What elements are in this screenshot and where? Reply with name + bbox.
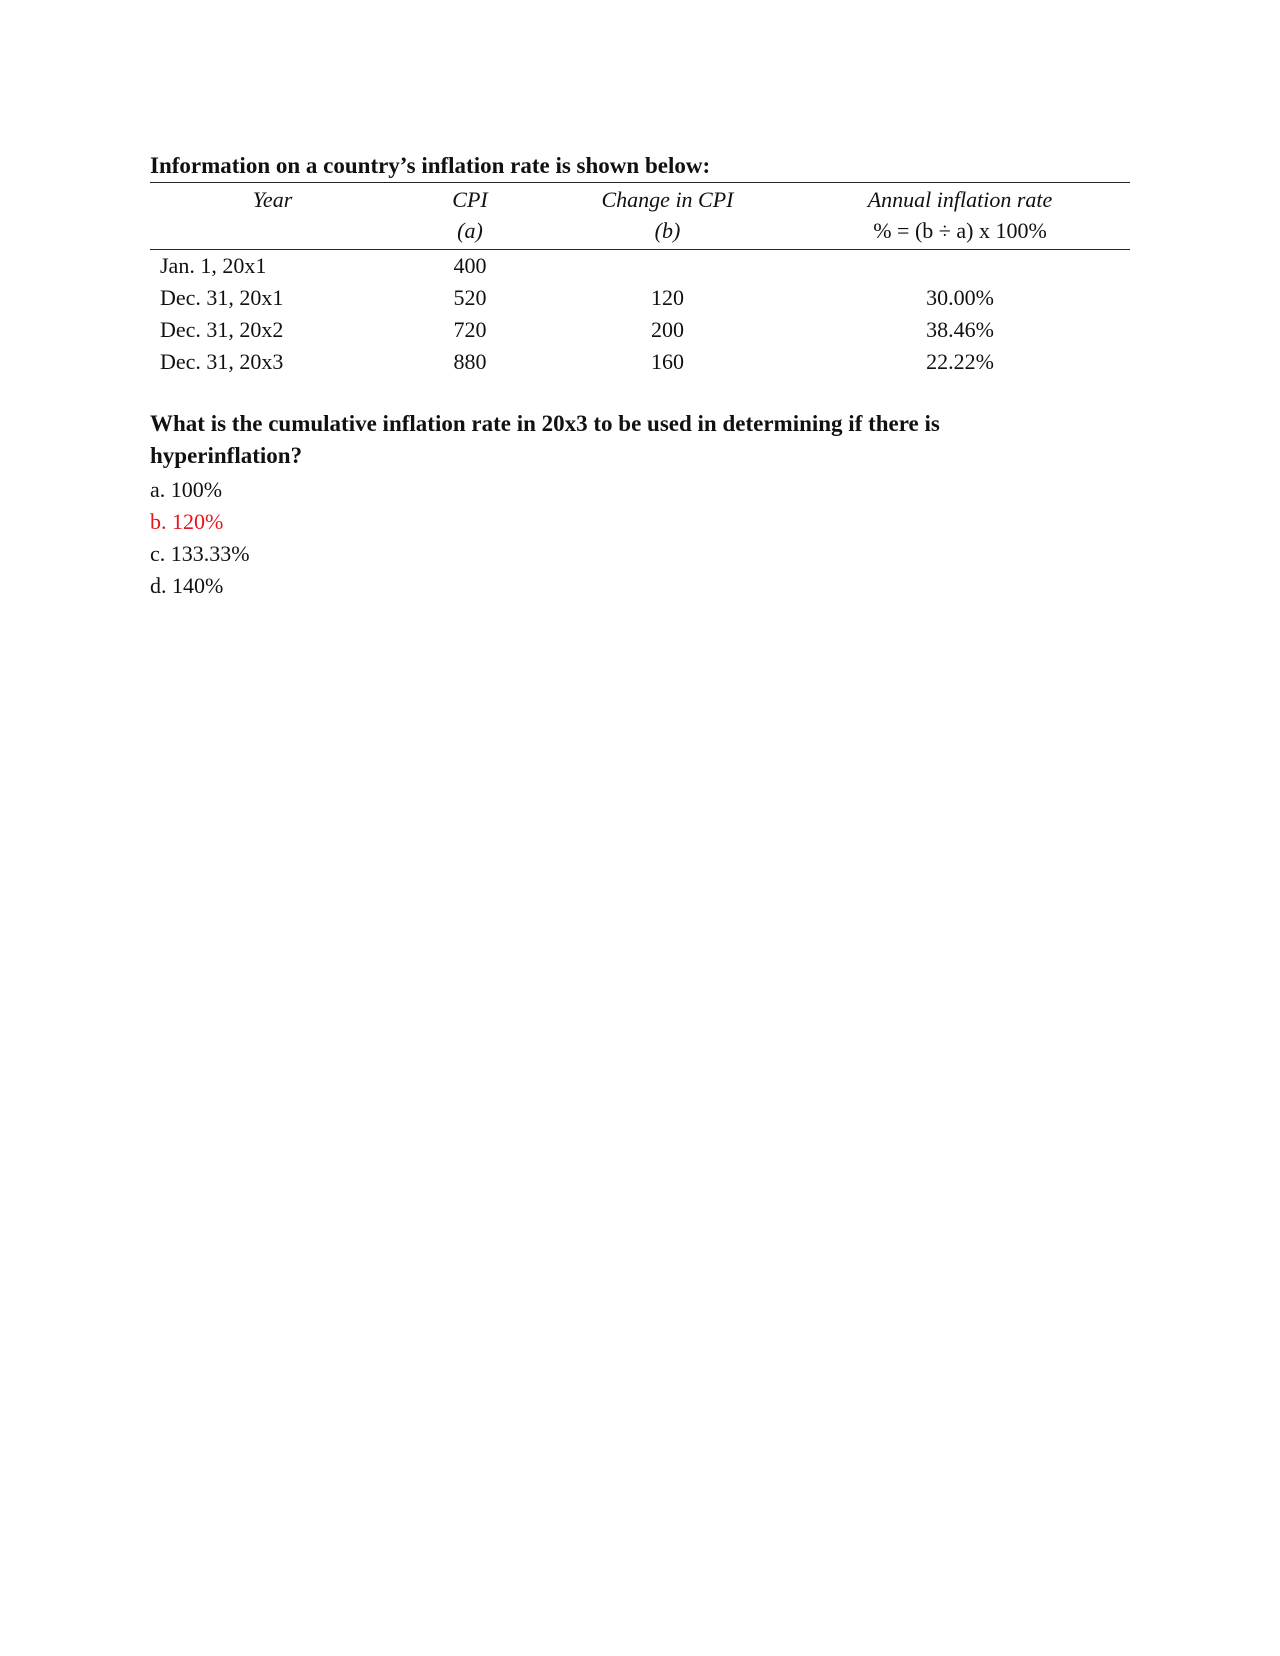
- cell-rate: 22.22%: [926, 349, 994, 374]
- cell-change: 160: [651, 349, 684, 374]
- table-row: [150, 314, 1130, 346]
- cell-cpi: 400: [453, 253, 487, 278]
- inflation-table: [150, 182, 1130, 378]
- cell-rate: [790, 250, 1130, 283]
- header-cpi: CPI: [395, 183, 545, 216]
- cell-cpi: 720: [453, 317, 487, 342]
- table-row: [150, 282, 1130, 314]
- choice-a: a. 100%: [150, 477, 223, 502]
- header-year: Year: [150, 183, 395, 216]
- cell-year: Dec. 31, 20x1: [160, 285, 284, 310]
- cell-year: Jan. 1, 20x1: [160, 253, 267, 278]
- document-page: [150, 150, 1130, 602]
- header-change: Change in CPI: [545, 183, 790, 216]
- subheader-cpi: (a): [395, 215, 545, 250]
- subheader-change: (b): [545, 215, 790, 250]
- table-header-row: [150, 183, 1130, 216]
- cell-year: Dec. 31, 20x3: [160, 349, 284, 374]
- header-rate: Annual inflation rate: [790, 183, 1130, 216]
- subheader-year: [150, 215, 395, 250]
- cell-rate: 38.46%: [926, 317, 994, 342]
- table-subheader-row: [150, 215, 1130, 250]
- cell-change: 200: [651, 317, 684, 342]
- choice-c: c. 133.33%: [150, 541, 250, 566]
- cell-cpi: 520: [453, 285, 487, 310]
- cell-rate: 30.00%: [926, 285, 994, 310]
- subheader-rate-formula: % = (b ÷ a) x 100%: [790, 215, 1130, 250]
- cell-change: [545, 250, 790, 283]
- cell-year: Dec. 31, 20x2: [160, 317, 284, 342]
- table-row: [150, 250, 1130, 283]
- cell-cpi: 880: [453, 349, 487, 374]
- answer-choices: [150, 474, 1130, 602]
- intro-text: Information on a country’s inflation rate is shown below:: [150, 153, 711, 178]
- table-row: [150, 346, 1130, 378]
- choice-d: d. 140%: [150, 573, 224, 598]
- question-text: What is the cumulative inflation rate in 20x3 to be used in determining if there is hyperinflation?: [150, 411, 940, 468]
- choice-b-highlighted: b. 120%: [150, 509, 224, 534]
- cell-change: 120: [651, 285, 684, 310]
